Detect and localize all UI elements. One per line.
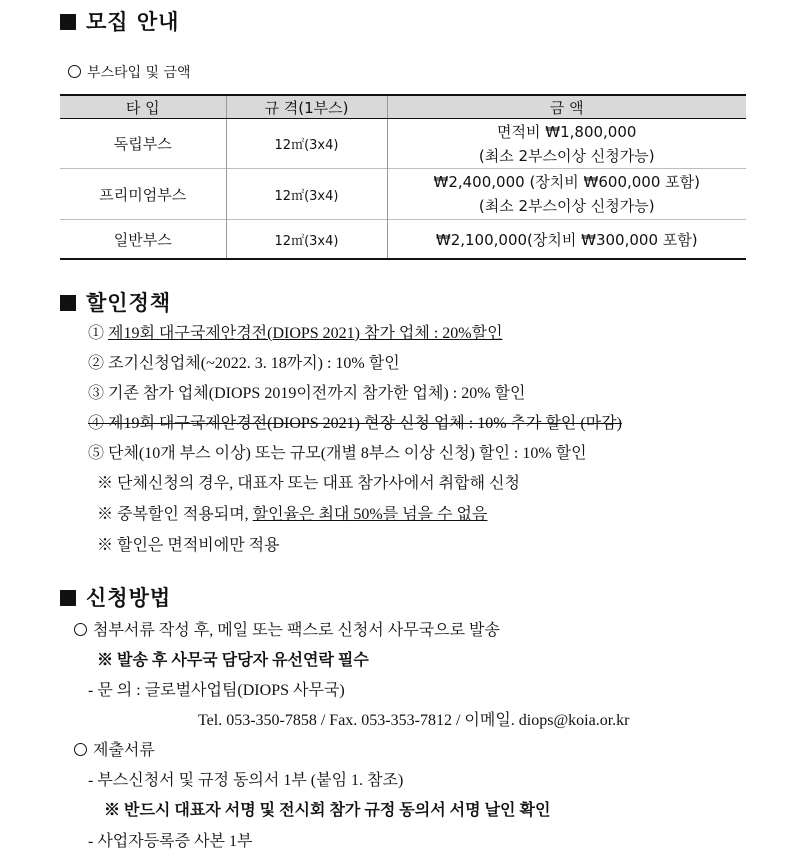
- circle-bullet-icon: [68, 65, 81, 78]
- discount-item-4: ④ 제19회 대구국제안경전(DIOPS 2021) 현장 신청 업체 : 10% 추가 할인 (마감): [88, 415, 622, 432]
- apply-notice: ※ 발송 후 사무국 담당자 유선연락 필수: [97, 652, 369, 669]
- discount-note-3: ※ 할인은 면적비에만 적용: [97, 537, 280, 554]
- apply-method-line: 첨부서류 작성 후, 메일 또는 팩스로 신청서 사무국으로 발송: [74, 617, 500, 640]
- section-title-discount: 할인정책: [60, 287, 171, 317]
- doc-item-1: - 부스신청서 및 규정 동의서 1부 (붙임 1. 참조): [88, 772, 404, 789]
- booth-price-table: [60, 94, 746, 260]
- booth-size-cell: 12㎡(3x4): [226, 220, 387, 260]
- booth-size-cell: 12㎡(3x4): [226, 119, 387, 169]
- booth-type-cell: 일반부스: [60, 220, 226, 260]
- square-bullet-icon: [60, 295, 76, 311]
- booth-size-cell: 12㎡(3x4): [226, 169, 387, 220]
- square-bullet-icon: [60, 14, 76, 30]
- table-row: [60, 169, 746, 220]
- doc-item-2: - 사업자등록증 사본 1부: [88, 833, 253, 850]
- doc-item-1-note: ※ 반드시 대표자 서명 및 전시회 참가 규정 동의서 서명 날인 확인: [104, 802, 551, 819]
- table-header-row: [60, 95, 746, 119]
- section-title-apply: 신청방법: [60, 582, 171, 612]
- booth-type-cell: 독립부스: [60, 119, 226, 169]
- discount-item-3: ③ 기존 참가 업체(DIOPS 2019이전까지 참가한 업체) : 20% 할인: [88, 385, 526, 402]
- header-amount: 금 액: [387, 95, 746, 119]
- discount-note-2: ※ 중복할인 적용되며, 할인율은 최대 50%를 넘을 수 없음: [97, 506, 488, 523]
- discount-item-5: ⑤ 단체(10개 부스 이상) 또는 규모(개별 8부스 이상 신청) 할인 : 10% 할인: [88, 445, 587, 462]
- booth-type-cell: 프리미엄부스: [60, 169, 226, 220]
- circle-bullet-icon: [74, 743, 87, 756]
- square-bullet-icon: [60, 590, 76, 606]
- booth-amount-cell: ₩2,100,000(장치비 ₩300,000 포함): [387, 220, 746, 260]
- table-row: [60, 119, 746, 169]
- discount-note-1: ※ 단체신청의 경우, 대표자 또는 대표 참가사에서 취합해 신청: [97, 475, 520, 492]
- contact-line: Tel. 053-350-7858 / Fax. 053-353-7812 / 이메일. diops@koia.or.kr: [198, 712, 630, 729]
- booth-amount-cell: 면적비 ₩1,800,000 (최소 2부스이상 신청가능): [387, 119, 746, 169]
- header-type: 타 입: [60, 95, 226, 119]
- discount-item-1: ① 제19회 대구국제안경전(DIOPS 2021) 참가 업체 : 20%할인: [88, 325, 503, 342]
- discount-item-2: ② 조기신청업체(~2022. 3. 18까지) : 10% 할인: [88, 355, 400, 372]
- booth-type-subtitle: 부스타입 및 금액: [68, 62, 191, 82]
- circle-bullet-icon: [74, 623, 87, 636]
- booth-amount-cell: ₩2,400,000 (장치비 ₩600,000 포함) (최소 2부스이상 신청가능): [387, 169, 746, 220]
- table-row: [60, 220, 746, 260]
- inquiry-line: - 문 의 : 글로벌사업팀(DIOPS 사무국): [88, 682, 345, 699]
- docs-title: 제출서류: [74, 737, 155, 760]
- header-size: 규 격(1부스): [226, 95, 387, 119]
- section-title-recruit: 모집 안내: [60, 6, 179, 36]
